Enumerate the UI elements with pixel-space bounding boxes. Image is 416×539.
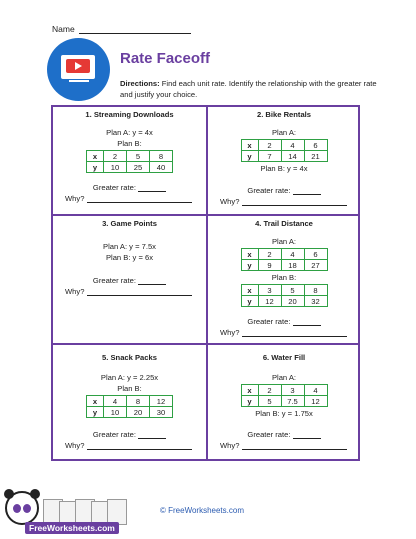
why-field[interactable]: Why? xyxy=(220,328,360,337)
problem-title: 6. Water Fill xyxy=(262,353,306,362)
play-icon xyxy=(66,59,90,73)
data-table: x 2 4 6 y 9 18 27 xyxy=(241,248,328,271)
greater-rate-field[interactable]: Greater rate: xyxy=(208,186,360,195)
video-player-icon xyxy=(61,55,95,79)
problem-title: 4. Trail Distance xyxy=(255,219,313,228)
logo xyxy=(47,38,110,101)
why-field[interactable]: Why? xyxy=(220,197,360,206)
problem-1: 1. Streaming Downloads Plan A: y = 4x Plan B: x 2 5 8 y 10 25 40 Greater rate: Why? xyxy=(53,107,206,203)
name-label: Name xyxy=(52,24,75,34)
brand-name: FreeWorksheets.com xyxy=(25,522,119,534)
problem-3: 3. Game Points Plan A: y = 7.5x Plan B: y = 6x Greater rate: Why? xyxy=(53,216,206,296)
problem-title: 5. Snack Packs xyxy=(102,353,157,362)
directions xyxy=(120,78,382,100)
name-blank[interactable] xyxy=(79,25,191,34)
problem-title: 3. Game Points xyxy=(102,219,157,228)
why-field[interactable]: Why? xyxy=(220,441,360,450)
directions-text: Find each unit rate. Identify the relationship with the greater rate and justify your choice. xyxy=(120,79,377,99)
data-table-2: x 3 5 8 y 12 20 32 xyxy=(241,284,328,307)
footer-link[interactable]: © FreeWorksheets.com xyxy=(160,506,244,515)
problem-5: 5. Snack Packs Plan A: y = 2.25x Plan B: x 4 8 12 y 10 20 30 Greater rate: Why? xyxy=(53,345,206,450)
greater-rate-field[interactable]: Greater rate: xyxy=(53,183,206,192)
problem-6: 6. Water Fill Plan A: x 2 3 4 y 5 7.5 12 Plan B: y = 1.75x Greater rate: Why? xyxy=(208,345,360,450)
page-title: Rate Faceoff xyxy=(120,50,211,67)
data-table: x 4 8 12 y 10 20 30 xyxy=(86,395,173,418)
why-field[interactable]: Why? xyxy=(65,287,206,296)
directions-label: Directions: xyxy=(120,79,160,88)
why-field[interactable]: Why? xyxy=(65,441,206,450)
problem-2: 2. Bike Rentals Plan A: x 2 4 6 y 7 14 21 Plan B: y = 4x Greater rate: Why? xyxy=(208,107,360,206)
data-table: x 2 3 4 y 5 7.5 12 xyxy=(241,384,328,407)
problem-title: 1. Streaming Downloads xyxy=(85,110,174,119)
greater-rate-field[interactable]: Greater rate: xyxy=(53,430,206,439)
problem-4: 4. Trail Distance Plan A: x 2 4 6 y 9 18 27 Plan B: x 3 5 8 y 12 20 32 Greater rate: Why? xyxy=(208,216,360,337)
greater-rate-field[interactable]: Greater rate: xyxy=(53,276,206,285)
problem-grid xyxy=(51,105,360,461)
greater-rate-field[interactable]: Greater rate: xyxy=(208,317,360,326)
data-table: x 2 4 6 y 7 14 21 xyxy=(241,139,328,162)
why-field[interactable]: Why? xyxy=(65,194,206,203)
data-table: x 2 5 8 y 10 25 40 xyxy=(86,150,173,173)
greater-rate-field[interactable]: Greater rate: xyxy=(208,430,360,439)
problem-title: 2. Bike Rentals xyxy=(256,110,312,119)
name-field[interactable] xyxy=(52,24,191,34)
panda-icon xyxy=(5,491,39,525)
worksheets-stack-icon xyxy=(43,499,131,519)
